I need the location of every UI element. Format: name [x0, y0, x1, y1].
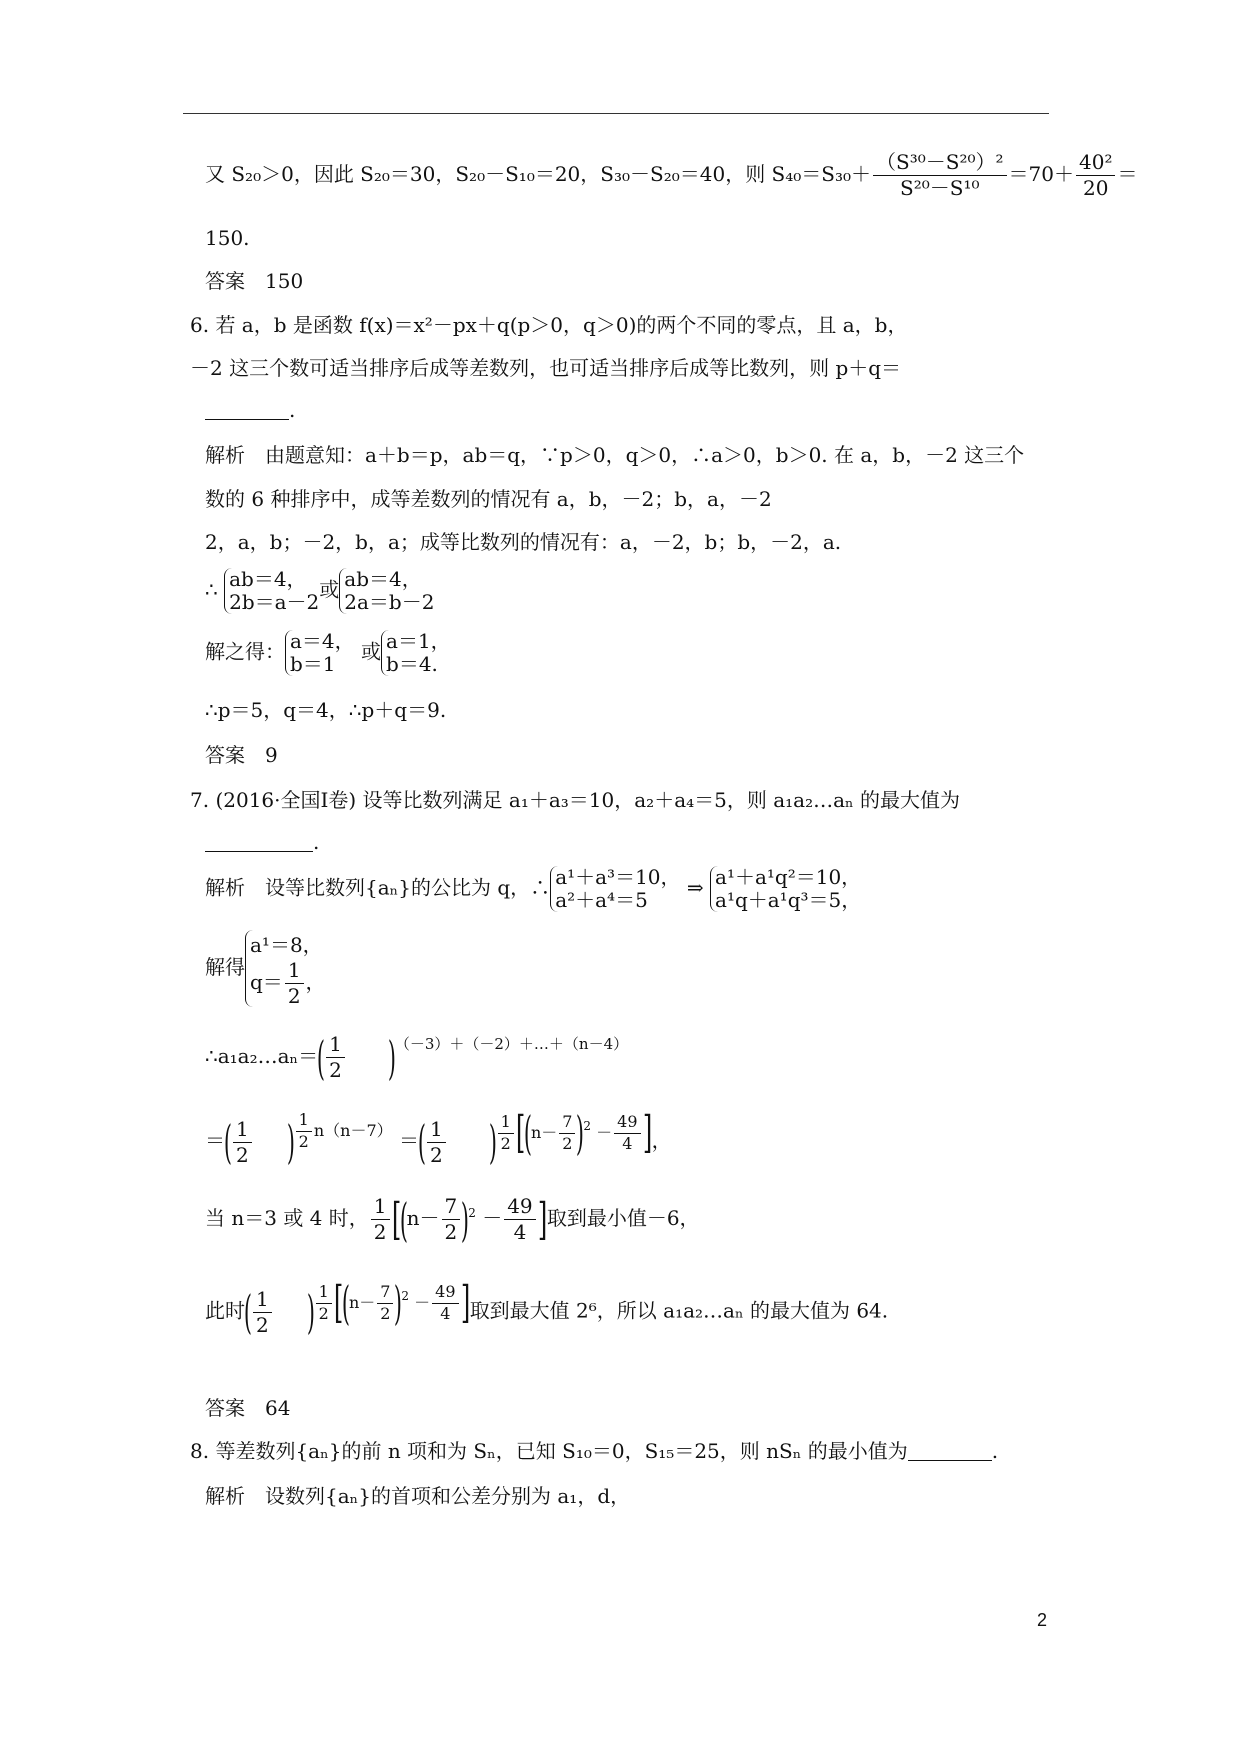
right-paren: ): [576, 1106, 585, 1160]
fortynine-quarter: [432, 1281, 458, 1323]
q7-system-2: [710, 866, 861, 912]
q7-when-line: [205, 1192, 700, 1247]
seven-half: [559, 1111, 575, 1153]
q6-system-1: [224, 568, 319, 614]
q7-when-lead: 当 n＝3 或 4 时，: [205, 1206, 369, 1230]
q6-solution-1: [285, 630, 355, 676]
two: 2: [562, 1133, 573, 1153]
q7-q-fraction: [285, 960, 304, 1007]
left-paren: (: [223, 1115, 233, 1169]
p5-line1: [205, 152, 1137, 199]
fortynine: 49: [504, 1196, 535, 1220]
fortynine-quarter: [614, 1111, 640, 1153]
two: 2: [380, 1303, 391, 1323]
minus: －: [482, 1206, 503, 1230]
implies-arrow: ⇒: [686, 875, 704, 900]
half-num: 1: [296, 1112, 312, 1132]
half-den: 2: [373, 1220, 387, 1244]
n-minus: n－: [530, 1122, 558, 1142]
q7-exp1-group: [294, 1109, 393, 1151]
square: 2: [583, 1118, 592, 1133]
q7-s2b: a¹q＋a¹q³＝5，: [715, 888, 862, 912]
half-fraction-small: [296, 1109, 312, 1151]
p5-frac1-num: （S³⁰－S²⁰）²: [873, 152, 1007, 176]
q7-s1a: a¹＋a³＝10，: [555, 865, 681, 889]
solve-lead: 解之得：: [205, 639, 285, 664]
two: 2: [444, 1220, 458, 1244]
q7-s1b: a²＋a⁴＝5: [555, 888, 648, 912]
half-num: 1: [371, 1196, 390, 1220]
half-num: 1: [253, 1289, 272, 1313]
half-fraction-small: [498, 1111, 514, 1153]
q7-exp2-group: [496, 1106, 652, 1160]
seven-half: [377, 1281, 393, 1323]
four: 4: [440, 1303, 451, 1323]
q7-sol-line: [205, 866, 861, 912]
half-den: 2: [429, 1142, 443, 1167]
right-bracket: ]: [460, 1277, 470, 1328]
seven: 7: [377, 1284, 393, 1304]
left-bracket: [: [391, 1193, 401, 1245]
q8-text: 8. 等差数列{aₙ}的前 n 项和为 Sₙ，已知 S₁₀＝0，S₁₅＝25，则 nSₙ 的最小值为: [190, 1439, 908, 1463]
half-fraction: [326, 1034, 345, 1081]
seven: 7: [559, 1114, 575, 1134]
q7-prod-exponent: （－3）＋（－2）＋…＋（n－4）: [394, 1035, 629, 1053]
q7-then-lead: 此时: [205, 1298, 245, 1323]
right-bracket: ]: [642, 1107, 652, 1158]
sys2-eq-a: ab＝4，: [344, 567, 422, 591]
q7-eq-lead: ＝: [205, 1128, 225, 1153]
q8-blank-end: .: [991, 1439, 999, 1463]
left-bracket: [: [333, 1277, 344, 1328]
fortynine: 49: [614, 1114, 640, 1134]
p5-line2: 150.: [205, 226, 250, 250]
q8-sol1: 解析 设数列{aₙ}的首项和公差分别为 a₁，d，: [205, 1484, 631, 1508]
half-den: 2: [235, 1142, 249, 1167]
q7-when-tail: 取到最小值－6，: [546, 1206, 700, 1230]
half-num: 1: [498, 1114, 514, 1134]
p5-fraction-2: [1076, 152, 1115, 199]
q7-then-line: [205, 1276, 889, 1339]
q6-system-2: [339, 568, 434, 614]
q7-sol-lead: 解析 设等比数列{aₙ}的公比为 q，∴: [205, 875, 551, 900]
right-paren: ): [286, 1115, 295, 1169]
minus: －: [414, 1292, 431, 1312]
p5-frac1-den: S²⁰－S¹⁰: [900, 176, 980, 200]
n-minus: n－: [406, 1206, 440, 1230]
q7-get-q: q＝: [250, 970, 283, 994]
p5-answer: 答案 150: [205, 269, 304, 293]
q6-solutions: [205, 630, 451, 676]
left-bracket: [: [515, 1107, 526, 1158]
solve-or: 或: [361, 639, 382, 664]
seven-half: [442, 1196, 461, 1243]
half-den: 2: [500, 1133, 511, 1153]
half-fraction: [427, 1116, 446, 1167]
p5-frac2-num: 40²: [1076, 152, 1115, 176]
q6-sol2: 数的 6 种排序中，成等差数列的情况有 a，b，－2；b，a，－2: [205, 487, 772, 511]
half-den: 2: [298, 1131, 309, 1151]
sol-a2: a＝1，: [386, 629, 451, 653]
half-num: 1: [427, 1119, 446, 1143]
q7-then-exp: [314, 1276, 470, 1330]
n-minus: n－: [348, 1292, 376, 1312]
four: 4: [622, 1133, 633, 1153]
p5-fraction-1: [873, 152, 1007, 199]
left-paren: (: [523, 1106, 533, 1160]
minus: －: [596, 1122, 613, 1142]
sys2-eq-b: 2a＝b－2: [344, 590, 435, 614]
half-fraction-small: [316, 1281, 332, 1323]
q8-line1: [190, 1441, 998, 1461]
q6-line1: 6. 若 a，b 是函数 f(x)＝x²－px＋q(p＞0，q＞0)的两个不同的零点，且 a，b，: [190, 313, 908, 337]
q7-get-system: [245, 930, 326, 1007]
half-num: 1: [326, 1034, 345, 1058]
left-paren: (: [417, 1115, 427, 1169]
q6-sol3: 2，a，b；－2，b，a；成等比数列的情况有：a，－2，b；b，－2，a.: [205, 530, 842, 554]
half-den: 2: [318, 1303, 329, 1323]
q7-blank-end: .: [313, 830, 320, 854]
half-den: 2: [329, 1058, 342, 1082]
q7-eq-end: ，: [651, 1128, 672, 1153]
left-paren: (: [243, 1285, 253, 1339]
q7-prod-lead: ∴a₁a₂…aₙ＝: [205, 1044, 319, 1068]
half-fraction: [371, 1196, 390, 1243]
left-paren: (: [341, 1276, 351, 1330]
square: 2: [401, 1288, 410, 1303]
p5-frac2-den: 20: [1083, 176, 1109, 200]
right-paren: ): [387, 1030, 396, 1085]
sol-a1: a＝4，: [290, 629, 355, 653]
fortynine: 49: [432, 1284, 458, 1304]
q6-or: 或: [319, 577, 340, 602]
half-num: 1: [316, 1284, 332, 1304]
q7-get-line: [205, 930, 326, 1007]
right-paren: ): [306, 1285, 315, 1339]
q7-answer: 答案 64: [205, 1396, 291, 1420]
q7-get-a: a¹＝8，: [250, 933, 323, 957]
sol-b1: b＝1: [290, 652, 336, 676]
q7-q-num: 1: [285, 960, 304, 984]
q7-blank-line: [205, 832, 319, 852]
half-fraction: [233, 1116, 252, 1167]
q6-blank-line: [205, 400, 295, 420]
page-number: 2: [1037, 1610, 1048, 1630]
four: 4: [513, 1220, 527, 1244]
q7-q-den: 2: [287, 984, 301, 1008]
q7-eq-mid: ＝: [398, 1128, 419, 1153]
left-paren: (: [317, 1030, 326, 1085]
q6-sol1: 解析 由题意知：a＋b＝p，ab＝q，∵p＞0，q＞0，∴a＞0，b＞0. 在 a，b，－2 这三个: [205, 443, 1025, 467]
q7-exp1: n（n－7）: [313, 1120, 393, 1140]
sol-b2: b＝4.: [386, 652, 438, 676]
half-den: 2: [255, 1312, 269, 1337]
seven: 7: [442, 1196, 461, 1220]
half-num: 1: [233, 1119, 252, 1143]
q6-solution-2: [381, 630, 451, 676]
q7-get-lead: 解得: [205, 955, 245, 979]
q7-s2a: a¹＋a¹q²＝10，: [715, 865, 862, 889]
q7-then-tail: 取到最大值 2⁶，所以 a₁a₂…aₙ 的最大值为 64.: [469, 1298, 889, 1323]
header-rule: [183, 113, 1049, 114]
q8-answer-blank: [908, 1442, 992, 1461]
sys1-eq-a: ab＝4，: [229, 567, 307, 591]
q6-answer: 答案 9: [205, 743, 278, 767]
q6-line2: －2 这三个数可适当排序后成等差数列，也可适当排序后成等比数列，则 p＋q＝: [190, 356, 902, 380]
right-paren: ): [488, 1115, 497, 1169]
q6-blank-end: .: [289, 398, 296, 422]
q7-product-line: [205, 1030, 629, 1085]
left-paren: (: [399, 1192, 408, 1247]
q7-system-1: [550, 866, 680, 912]
fortynine-quarter: [504, 1196, 535, 1243]
half-fraction: [253, 1286, 272, 1337]
square: 2: [468, 1206, 476, 1220]
q6-systems: [205, 568, 434, 614]
q6-final: ∴p＝5，q＝4，∴p＋q＝9.: [205, 698, 447, 722]
q7-line1: 7. (2016·全国Ⅰ卷) 设等比数列满足 a₁＋a₃＝10，a₂＋a₄＝5，则 a₁a₂…aₙ 的最大值为: [190, 788, 961, 812]
p5-lead: 又 S₂₀＞0，因此 S₂₀＝30，S₂₀－S₁₀＝20，S₃₀－S₂₀＝40，则 S₄₀＝S₃₀＋: [205, 162, 872, 186]
q7-get-q-row: [250, 960, 326, 1007]
right-bracket: ]: [537, 1193, 547, 1245]
q7-answer-blank: [205, 833, 313, 852]
p5-tail: ＝: [1117, 162, 1138, 186]
sys1-eq-b: 2b＝a－2: [229, 590, 320, 614]
therefore-symbol: ∴: [205, 577, 218, 602]
right-paren: ): [461, 1192, 470, 1247]
q7-q-end: ，: [305, 970, 326, 994]
p5-mid: ＝70＋: [1008, 162, 1074, 186]
q7-eq-line: [205, 1106, 672, 1169]
right-paren: ): [394, 1276, 403, 1330]
q6-answer-blank: [205, 401, 289, 420]
